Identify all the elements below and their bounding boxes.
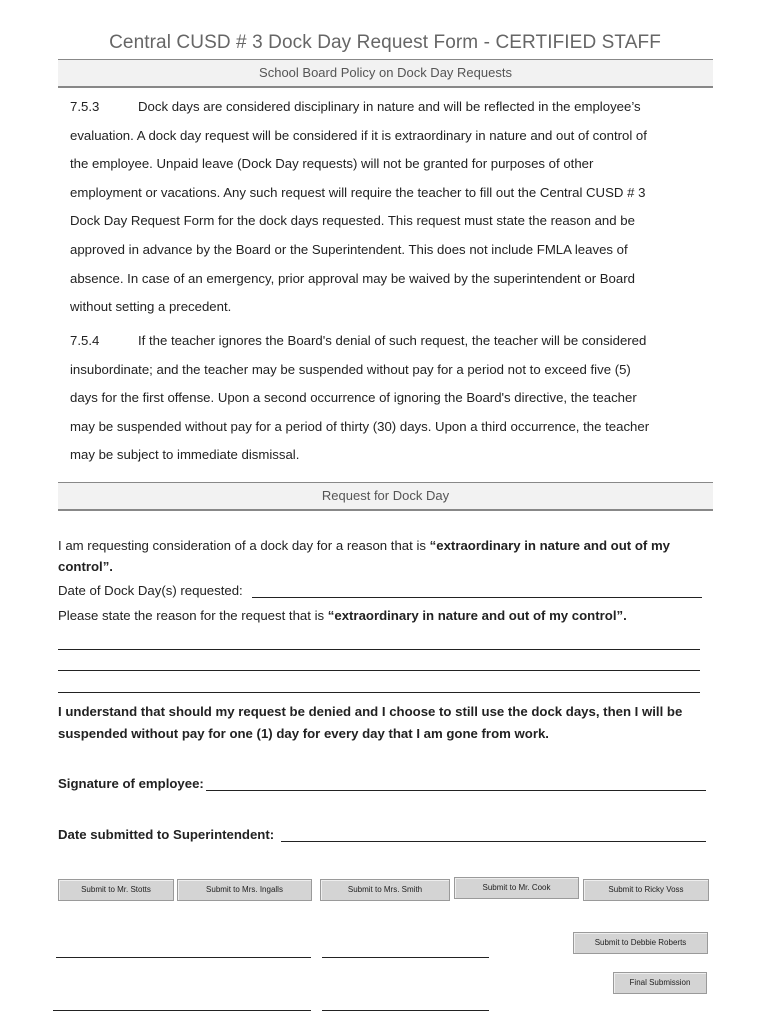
- understand-statement: I understand that should my request be denied and I choose to still use the dock days, then I will be suspended without pay for one (1) day for every day that I am gone from work.: [58, 704, 683, 741]
- signature-label: Signature of employee:: [58, 776, 204, 791]
- policy-line: approved in advance by the Board or the Superintendent. This does not include FMLA leaves of: [70, 241, 628, 257]
- policy-text: If the teacher ignores the Board's denial of such request, the teacher will be considered: [138, 333, 647, 348]
- policy-line: evaluation. A dock day request will be considered if it is extraordinary in nature and out of control of: [70, 127, 647, 143]
- final-submission-button[interactable]: Final Submission: [613, 972, 707, 994]
- policy-line: days for the first offense. Upon a second occurrence of ignoring the Board's directive, the teacher: [70, 390, 637, 406]
- form-title: [0, 32, 770, 54]
- date-requested-label: Date of Dock Day(s) requested:: [58, 583, 243, 598]
- reason-prompt: [58, 608, 708, 623]
- approval-signature-line-1[interactable]: [56, 957, 311, 958]
- date-requested-field[interactable]: [252, 597, 702, 598]
- policy-number: 7.5.3: [70, 99, 100, 114]
- policy-line: employment or vacations. Any such request will require the teacher to fill out the Central CUSD # 3: [70, 184, 646, 200]
- policy-section-header: School Board Policy on Dock Day Requests: [58, 59, 713, 88]
- date-submitted-field[interactable]: [281, 841, 706, 842]
- approval-signature-line-2[interactable]: [53, 1010, 311, 1011]
- request-intro-emphasis: “extraordinary in nature and out of my control”.: [58, 538, 671, 574]
- request-section-header: Request for Dock Day: [58, 482, 713, 511]
- reason-field-line-2[interactable]: [58, 670, 700, 671]
- form-title-main: Central CUSD # 3 Dock Day Request Form: [109, 32, 479, 53]
- policy-line: [70, 93, 710, 122]
- policy-line: [70, 327, 710, 356]
- policy-line: the employee. Unpaid leave (Dock Day requests) will not be granted for purposes of other: [70, 156, 594, 172]
- submit-ingalls-button[interactable]: Submit to Mrs. Ingalls: [177, 879, 312, 901]
- policy-number: 7.5.4: [70, 333, 100, 348]
- submit-voss-button[interactable]: Submit to Ricky Voss: [583, 879, 709, 901]
- policy-7-5-4: [70, 327, 710, 470]
- approval-date-line-1[interactable]: [322, 957, 489, 958]
- reason-prompt-text: Please state the reason for the request that is: [58, 608, 328, 623]
- reason-prompt-emphasis: “extraordinary in nature and out of my control”.: [327, 608, 627, 623]
- form-title-staff: CERTIFIED STAFF: [495, 32, 661, 53]
- policy-text: Dock days are considered disciplinary in nature and will be reflected in the employee’s: [138, 99, 641, 114]
- submit-smith-button[interactable]: Submit to Mrs. Smith: [320, 879, 450, 901]
- request-intro-text: I am requesting consideration of a dock day for a reason that is: [58, 538, 430, 553]
- date-submitted-label: Date submitted to Superintendent:: [58, 827, 275, 842]
- reason-field-line-1[interactable]: [58, 649, 700, 650]
- reason-field-line-3[interactable]: [58, 692, 700, 693]
- submit-roberts-button[interactable]: Submit to Debbie Roberts: [573, 932, 708, 954]
- request-intro: [58, 535, 708, 577]
- policy-line: insubordinate; and the teacher may be suspended without pay for a period not to exceed five (5): [70, 361, 631, 377]
- policy-line: may be suspended without pay for a period of thirty (30) days. Upon a third occurrence, the teacher: [70, 418, 650, 434]
- approval-date-line-2[interactable]: [322, 1010, 489, 1011]
- title-separator: -: [478, 32, 496, 53]
- policy-7-5-3: [70, 93, 710, 322]
- policy-line: absence. In case of an emergency, prior approval may be waived by the superintendent or Board: [70, 270, 635, 286]
- submit-cook-button[interactable]: Submit to Mr. Cook: [454, 877, 579, 899]
- policy-line: without setting a precedent.: [70, 299, 232, 315]
- submit-stotts-button[interactable]: Submit to Mr. Stotts: [58, 879, 174, 901]
- policy-line: may be subject to immediate dismissal.: [70, 447, 300, 463]
- policy-line: Dock Day Request Form for the dock days requested. This request must state the reason and be: [70, 213, 635, 229]
- signature-field[interactable]: [206, 790, 706, 791]
